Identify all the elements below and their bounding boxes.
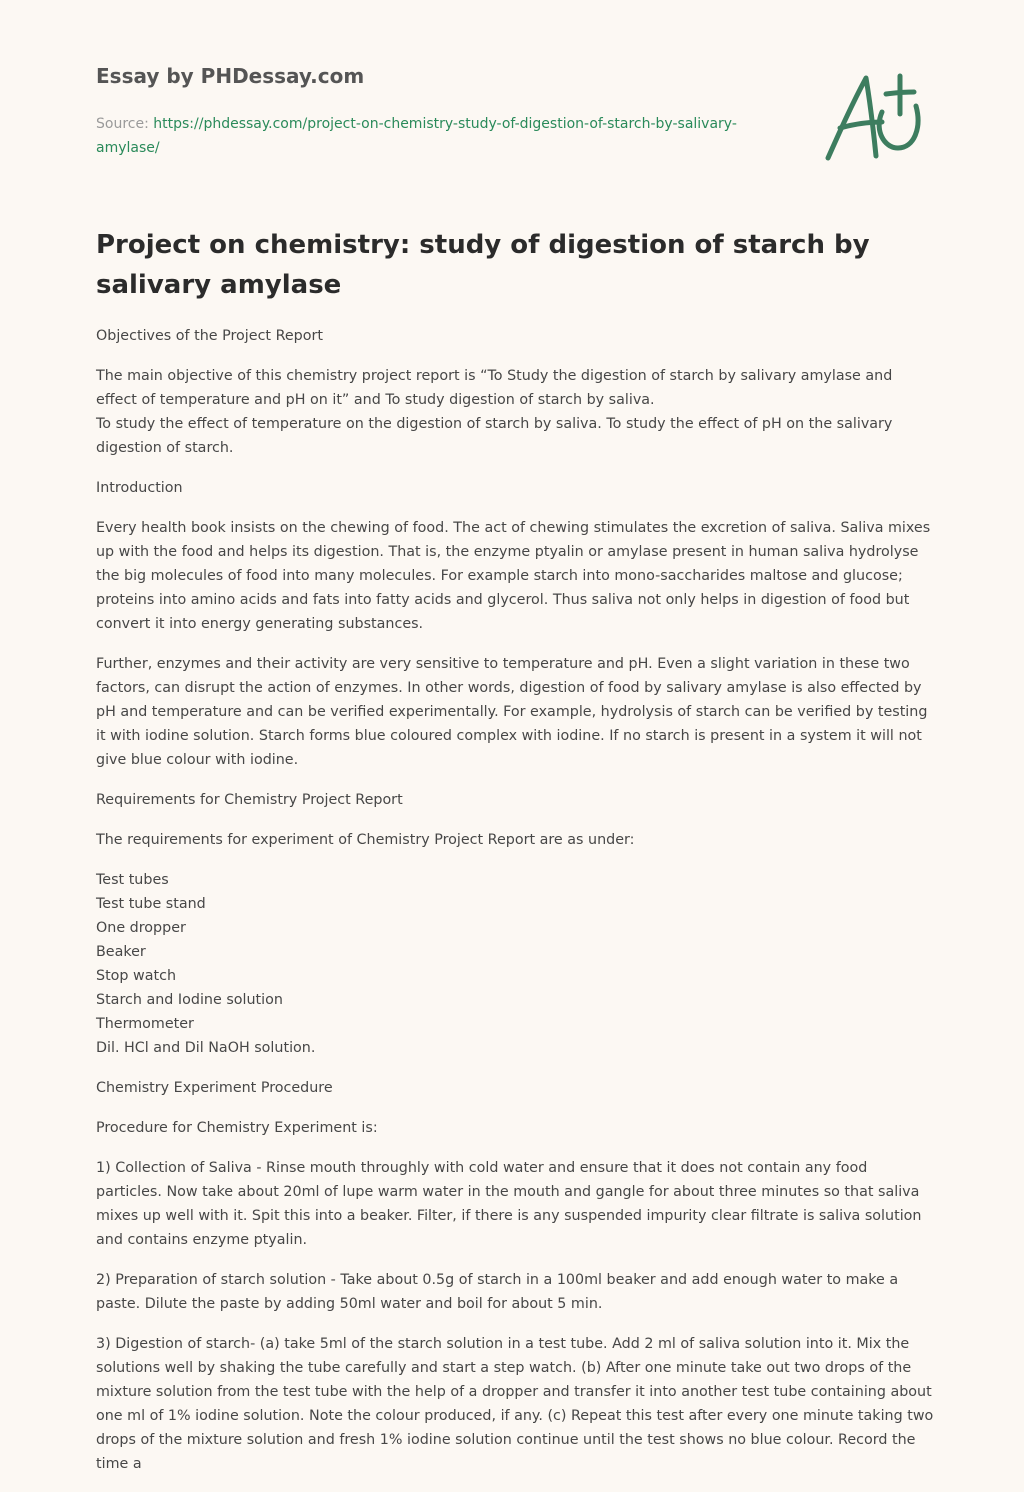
- procedure-step-2: 2) Preparation of starch solution - Take about 0.5g of starch in a 100ml beaker and add enough water to make a paste. Dilute the paste by adding 50ml water and boil for about 5 min.: [96, 1272, 899, 1312]
- site-title: Essay by PHDessay.com: [96, 64, 365, 88]
- procedure-intro: Procedure for Chemistry Experiment is:: [96, 1120, 378, 1136]
- source-line: [96, 112, 756, 160]
- introduction-heading: Introduction: [96, 480, 183, 496]
- requirements-heading: Requirements for Chemistry Project Report: [96, 792, 403, 808]
- introduction-paragraph-2: Further, enzymes and their activity are very sensitive to temperature and pH. Even a slight variation in these two factors, can disrupt the action of enzymes. In other words, digestion of food by salivary amylase is also effected by pH and temperature and can be verified experimentally. For example, hydrolysis of starch can be verified by testing it with iodine solution. Starch forms blue coloured complex with iodine. If no starch is present in a system it will not give blue colour with iodine.: [96, 656, 928, 768]
- requirements-intro: The requirements for experiment of Chemistry Project Report are as under:: [96, 832, 635, 848]
- list-item: One dropper: [96, 920, 186, 936]
- list-item: Starch and Iodine solution: [96, 992, 283, 1008]
- article-title: Project on chemistry: study of digestion of starch by salivary amylase: [96, 230, 870, 300]
- article-body: [96, 324, 934, 1476]
- list-item: Stop watch: [96, 968, 177, 984]
- requirements-list: [96, 868, 934, 1060]
- source-label: Source:: [96, 116, 154, 132]
- objectives-paragraph: [96, 364, 934, 460]
- objectives-line-2: To study the effect of temperature on the digestion of starch by saliva. To study the effect of pH on the salivary digestion of starch.: [96, 416, 893, 456]
- procedure-heading: Chemistry Experiment Procedure: [96, 1080, 333, 1096]
- procedure-step-1: 1) Collection of Saliva - Rinse mouth throughly with cold water and ensure that it does not contain any food particles. Now take about 20ml of lupe warm water in the mouth and gangle for about three minutes so that saliva mixes up well with it. Spit this into a beaker. Filter, if there is any suspended impurity clear filtrate is saliva solution and contains enzyme ptyalin.: [96, 1160, 922, 1248]
- procedure-step-3: 3) Digestion of starch- (a) take 5ml of the starch solution in a test tube. Add 2 ml of saliva solution into it. Mix the solutions well by shaking the tube carefully and start a step watch. (b) After one minute take out two drops of the mixture solution from the test tube with the help of a dropper and transfer it into another test tube containing about one ml of 1% iodine solution. Note the colour produced, if any. (c) Repeat this test after every one minute taking two drops of the mixture solution and fresh 1% iodine solution continue until the test shows no blue colour. Record the time a: [96, 1336, 934, 1472]
- list-item: Test tube stand: [96, 896, 206, 912]
- objectives-line-1: The main objective of this chemistry project report is “To Study the digestion of starch by salivary amylase and effect of temperature and pH on it” and To study digestion of starch by saliva.: [96, 368, 893, 408]
- a-plus-logo-icon: [818, 66, 928, 166]
- list-item: Test tubes: [96, 872, 169, 888]
- objectives-heading: Objectives of the Project Report: [96, 328, 323, 344]
- list-item: Beaker: [96, 944, 146, 960]
- list-item: Dil. HCl and Dil NaOH solution.: [96, 1040, 316, 1056]
- list-item: Thermometer: [96, 1016, 194, 1032]
- source-link[interactable]: https://phdessay.com/project-on-chemistry-study-of-digestion-of-starch-by-salivary-amylase/: [96, 116, 737, 156]
- introduction-paragraph-1: Every health book insists on the chewing of food. The act of chewing stimulates the excretion of saliva. Saliva mixes up with the food and helps its digestion. That is, the enzyme ptyalin or amylase present in human saliva hydrolyse the big molecules of food into many molecules. For example starch into mono-saccharides maltose and glucose; proteins into amino acids and fats into fatty acids and glycerol. Thus saliva not only helps in digestion of food but convert it into energy generating substances.: [96, 520, 931, 632]
